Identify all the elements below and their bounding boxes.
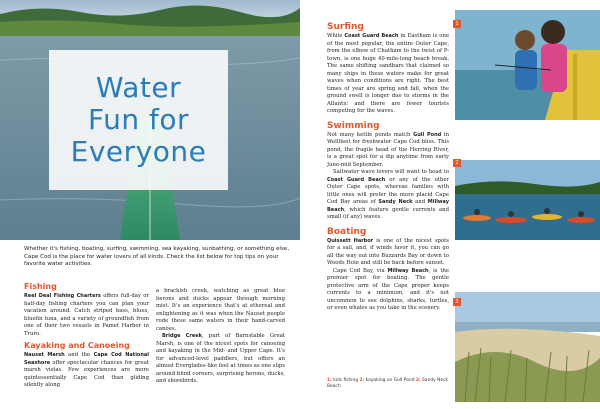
kayaking-paragraph — [24, 352, 149, 390]
bold-name: Reel Deal Fishing Charters — [24, 293, 101, 299]
column-left — [24, 282, 149, 390]
caption-text: Sandy Neck Beach — [327, 378, 449, 389]
page-title-box — [49, 50, 228, 190]
bold-name: Nauset Marsh — [24, 352, 65, 358]
bold-name: Millway Beach — [327, 199, 450, 213]
body-text: offer spectacular chances for great marsh vistas. Few experiences are more quintessentially Cape Cod than gliding silently along — [24, 359, 149, 388]
body-text: Cape Cod Bay, via — [333, 267, 388, 274]
body-text: Not many kettle ponds match — [327, 131, 414, 138]
body-text: or any of the other Outer Cape spots, whereas families with little ones will prefer the more placid Cape Cod Bay areas of — [327, 176, 450, 205]
body-text: offers full-day or half-day fishing charters you can plan your vacation around. Catch striped bass, blues, bluefin tuna, and a variety of groundfish from one of their two vessels in Pamet Harbor in Truro. — [24, 293, 149, 337]
kayaking-continued: a brackish creek, watching as great blue herons and ducks appear through morning mist. It's an experience that's at ethereal and enlightening as it was when the Nauset people rode these same waters in their hand-carved canoes. — [156, 288, 285, 332]
caption-number: 2: — [359, 378, 365, 383]
bridge-creek-paragraph — [156, 333, 285, 386]
column-right — [327, 22, 449, 313]
body-text: and the — [64, 352, 94, 358]
bold-name: Coast Guard Beach — [327, 176, 386, 183]
surfing-paragraph — [327, 33, 449, 116]
boating-paragraph — [327, 238, 449, 268]
photo-number-badge: 1 — [453, 20, 461, 28]
swimming-heading: Swimming — [327, 120, 380, 131]
kids-fishing-photo — [455, 10, 600, 120]
bold-name: Cape Cod National Seashore — [24, 352, 149, 366]
photo-number-badge: 3 — [453, 298, 461, 306]
surfing-heading: Surfing — [327, 22, 364, 32]
caption-number: 3: — [415, 378, 421, 383]
fishing-paragraph — [24, 293, 149, 338]
body-text: , part of Barnstable Great Marsh, is one of the nicest spots for canoeing and kayaking in the Mid- and Upper Cape. It's for advanced-level paddlers, but offers an almost Everglades-like feel at times as one slips around blind corners, surprising herons, ducks, and shorebirds. — [156, 333, 285, 384]
page-title-line: Water — [95, 71, 182, 104]
body-text: in Wellfleet for freshwater Cape Cod bliss. This pond, the fragile head of the Herring River, is a great spot for a dip anytime from early June-mid September. — [327, 131, 449, 168]
kayaking-photo — [455, 160, 600, 240]
body-text: in Eastham is one of the most popular, the entire Outer Cape, from the elbow of Chatham to the twist of P-town, is one huge 40-mile-long beach break. The same shifting sandbars that claimed so many ships in these waters make for great waves when conditions are right. The best times of year are spring and fall, when the ground swell is longer due to storms in the Atlantic and there are fewer tourists competing for the waves. — [327, 33, 449, 114]
body-text: While — [327, 33, 345, 39]
body-text: , which feature gentle currents and small (if any) waves. — [327, 206, 449, 220]
bold-name: Coast Guard Beach — [344, 33, 399, 39]
caption-text: kayaking on Gull Pond — [364, 378, 416, 383]
bold-name: Millway Beach — [387, 267, 429, 274]
photo-captions — [327, 378, 449, 390]
kayaking-heading: Kayaking and Canoeing — [24, 341, 130, 350]
caption-text: kids fishing — [331, 378, 360, 383]
body-text: Saltwater wave lovers will want to head to — [333, 169, 449, 175]
swimming-paragraph-2 — [327, 169, 449, 222]
bold-name: Quissett Harbor — [327, 237, 374, 244]
bold-name: Bridge Creek — [162, 333, 202, 339]
sandy-neck-beach-photo — [455, 292, 600, 402]
bold-name: Gull Pond — [413, 131, 442, 138]
swimming-paragraph — [327, 132, 449, 170]
boating-paragraph-2 — [327, 268, 449, 313]
boating-heading: Boating — [327, 226, 367, 237]
body-text: , is the premier spot for boating. The gentle protective arm of the Cape proper keeps currents to a minimum, and it's not uncommon to see dolphins, sharks, turtles, or even whales as you take in the scenery. — [327, 267, 449, 311]
caption-number: 1: — [327, 378, 332, 383]
bold-name: Sandy Neck — [378, 199, 413, 205]
intro-paragraph: Whether it's fishing, boating, surfing, swimming, sea kayaking, sunbathing, or something else, Cape Cod is the place for water lovers of all kinds. Check the list below for top tips on your favorite water activities. — [24, 246, 290, 268]
column-middle — [156, 288, 285, 386]
page-title-line: Fun for — [88, 103, 189, 136]
photo-number-badge: 2 — [453, 159, 461, 167]
body-text: is one of the nicest spots for a sail, and, if winds favor it, you can go all the way out into Buzzards Bay or down to Woods Hole and still be back before sunset. — [327, 237, 449, 266]
page-title-line: Everyone — [70, 135, 207, 168]
body-text: and — [412, 199, 428, 205]
fishing-heading: Fishing — [24, 282, 57, 291]
